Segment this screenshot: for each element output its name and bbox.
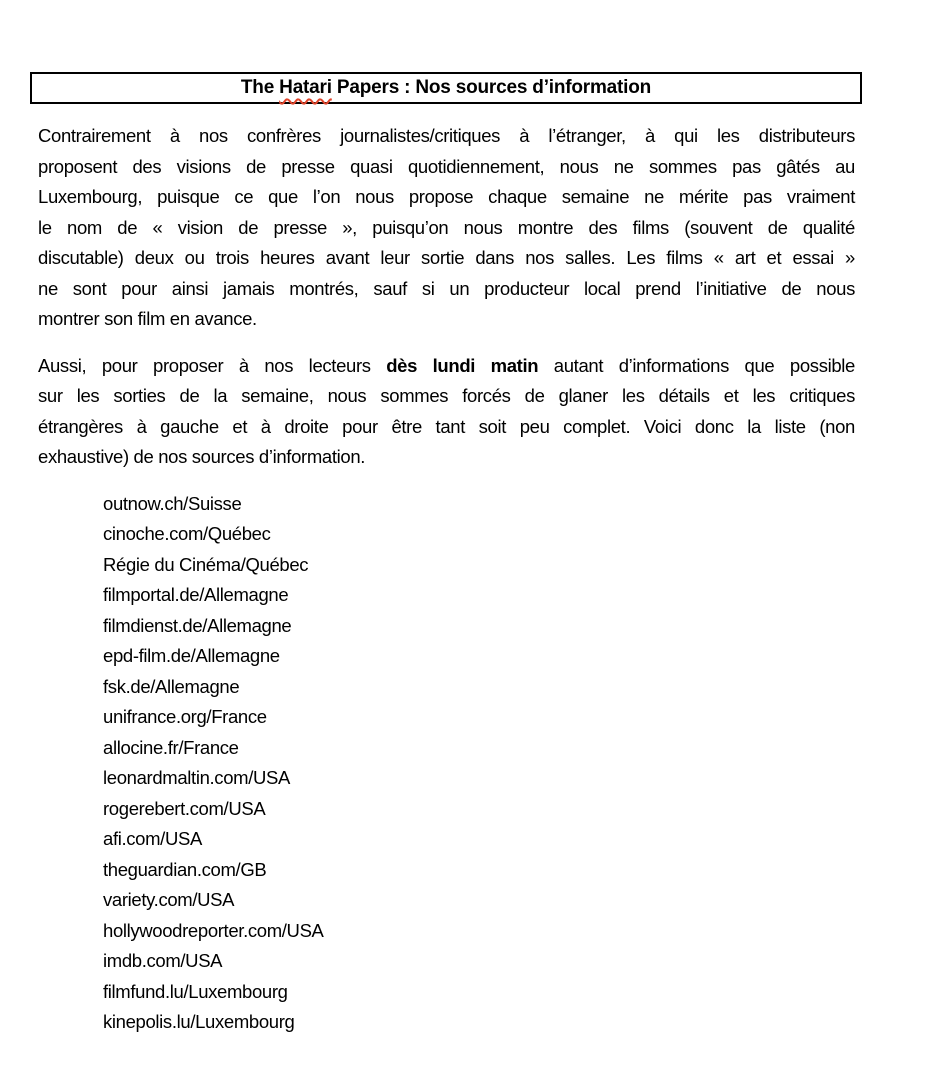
title-part-before: The: [240, 77, 280, 98]
text-line: exhaustive) de nos sources d’information.: [38, 446, 366, 467]
source-item: kinepolis.lu/Luxembourg: [103, 1011, 295, 1032]
text-line: Contrairement à nos confrères journalistes/critiques à l’étranger, à qui les distributeurs: [38, 125, 855, 146]
source-item: afi.com/USA: [103, 828, 202, 849]
text-line: Luxembourg, puisque ce que l’on nous propose chaque semaine ne mérite pas vraiment: [38, 186, 855, 207]
paragraph-1: [38, 121, 855, 335]
sources-list: [38, 489, 855, 1038]
source-item: leonardmaltin.com/USA: [103, 767, 290, 788]
source-item: variety.com/USA: [103, 889, 235, 910]
paragraph-2: [38, 351, 855, 473]
text-segment: autant d’informations que possible: [538, 354, 856, 376]
text-line: [38, 351, 855, 382]
title-part-after: Papers : Nos sources d’information: [331, 77, 652, 98]
document-title-box: [30, 72, 862, 104]
source-item: allocine.fr/France: [103, 736, 239, 758]
text-line: proposent des visions de presse quasi quotidiennement, nous ne sommes pas gâtés au: [38, 155, 855, 177]
source-item: filmfund.lu/Luxembourg: [103, 980, 288, 1002]
text-line: le nom de « vision de presse », puisqu’on nous montre des films (souvent de qualité: [38, 216, 855, 238]
source-item: hollywoodreporter.com/USA: [103, 919, 324, 941]
source-item: epd-film.de/Allemagne: [103, 645, 280, 666]
source-item: filmdienst.de/Allemagne: [103, 614, 292, 636]
source-item: rogerebert.com/USA: [103, 797, 266, 819]
source-item: Régie du Cinéma/Québec: [103, 553, 309, 575]
text-line: sur les sorties de la semaine, nous sommes forcés de glaner les détails et les critiques: [38, 385, 855, 406]
source-item: fsk.de/Allemagne: [103, 675, 240, 697]
bold-text-segment: dès lundi matin: [386, 354, 539, 376]
document-body: [38, 121, 855, 1038]
text-line: discutable) deux ou trois heures avant leur sortie dans nos salles. Les films « art et essai »: [38, 247, 855, 268]
text-line: ne sont pour ainsi jamais montrés, sauf si un producteur local prend l’initiative de nous: [38, 277, 855, 299]
source-item: unifrance.org/France: [103, 706, 267, 727]
misspelled-word-hatari[interactable]: Hatari: [279, 77, 332, 98]
source-item: outnow.ch/Suisse: [103, 492, 242, 514]
source-item: filmportal.de/Allemagne: [103, 584, 289, 605]
source-item: theguardian.com/GB: [103, 858, 267, 880]
text-line: étrangères à gauche et à droite pour être tant soit peu complet. Voici donc la liste (non: [38, 415, 855, 437]
source-item: imdb.com/USA: [103, 950, 223, 971]
text-line: montrer son film en avance.: [38, 308, 257, 329]
text-segment: Aussi, pour proposer à nos lecteurs: [38, 354, 387, 376]
source-item: cinoche.com/Québec: [103, 523, 271, 544]
